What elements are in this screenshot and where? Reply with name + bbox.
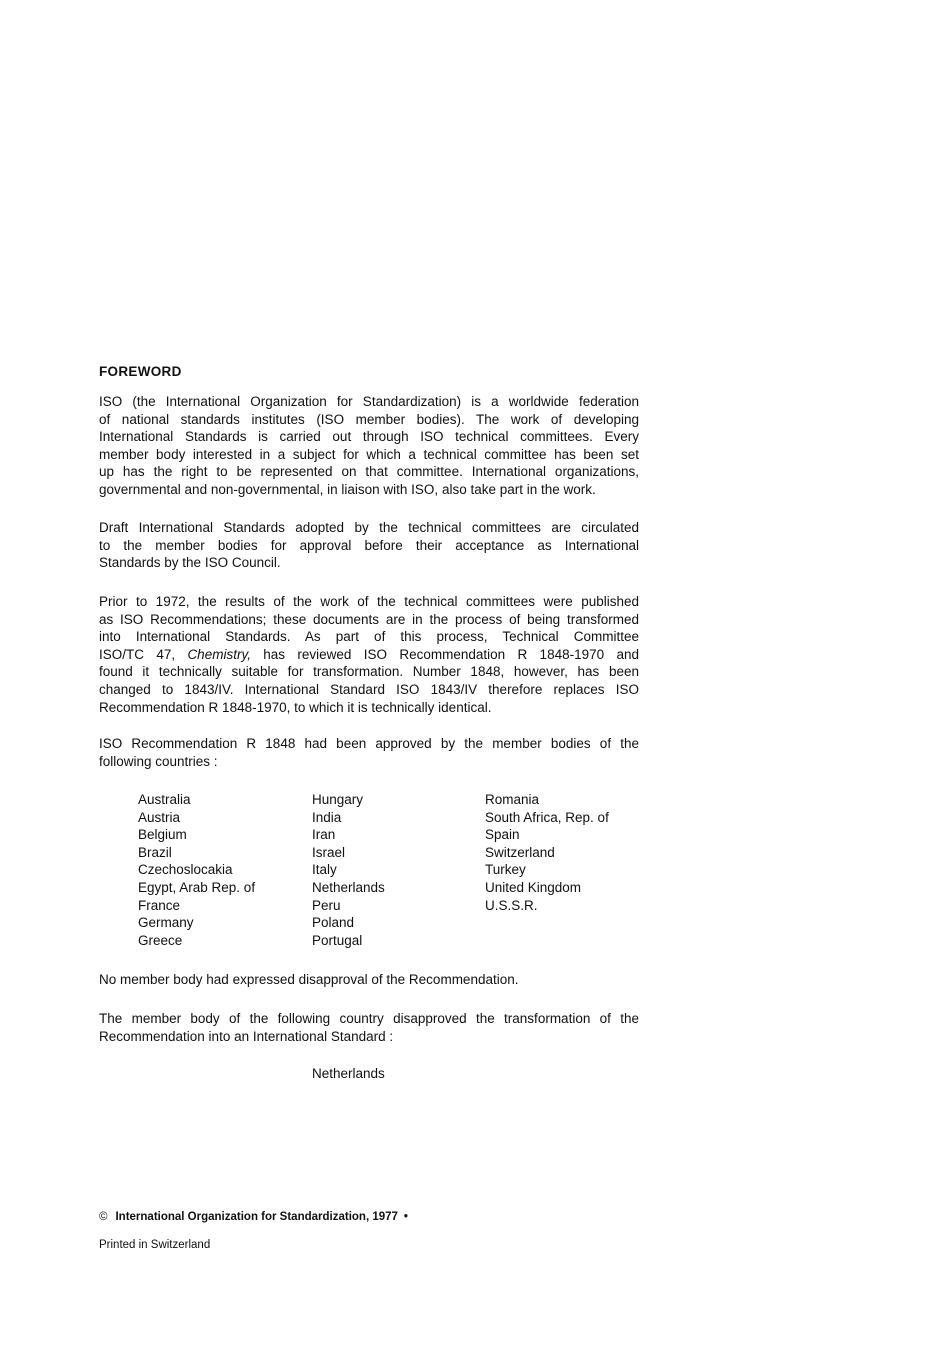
foreword-heading: FOREWORD (99, 364, 182, 379)
text-line: No member body had expressed disapproval of the Recommendation. (99, 972, 519, 987)
text-line (99, 646, 639, 664)
country-item: Hungary (312, 792, 364, 807)
country-item: France (138, 897, 181, 913)
country-item: Germany (138, 915, 194, 931)
text-line: International Standards is carried out through ISO technical committees. Every (99, 429, 639, 445)
text-line: as ISO Recommendations; these documents are in the process of being transformed (99, 611, 639, 627)
country-item: Peru (312, 897, 341, 913)
text-line: member body interested in a subject for which a technical committee has been set (99, 446, 639, 462)
text-line: Draft International Standards adopted by the technical committees are circulated (99, 520, 639, 535)
text-line: ISO Recommendation R 1848 had been approved by the member bodies of the (99, 736, 639, 751)
text-line: Recommendation into an International Standard : (99, 1028, 394, 1044)
country-item: U.S.S.R. (485, 897, 538, 913)
text-fragment: has reviewed ISO Recommendation R 1848-1970 and (250, 646, 639, 662)
disapproving-country: Netherlands (312, 1066, 385, 1081)
country-item: Australia (138, 792, 191, 807)
paragraph-no-disapproval (99, 971, 639, 989)
country-item: Romania (485, 792, 540, 807)
text-line: Standards by the ISO Council. (99, 555, 281, 571)
country-list-column-1 (138, 791, 255, 949)
text-line: of national standards institutes (ISO member bodies). The work of developing (99, 411, 639, 427)
country-list-column-3 (485, 791, 609, 914)
paragraph-approval-intro (99, 735, 639, 770)
country-item: Italy (312, 862, 337, 878)
text-line: governmental and non-governmental, in liaison with ISO, also take part in the work. (99, 481, 596, 497)
country-item: Iran (312, 827, 336, 843)
country-item: Greece (138, 932, 183, 948)
text-line: following countries : (99, 753, 218, 769)
country-item: United Kingdom (485, 879, 582, 895)
country-list-column-2 (312, 791, 385, 949)
country-item: Brazil (138, 844, 172, 860)
country-item: Czechoslocakia (138, 862, 233, 878)
text-line: into International Standards. As part of this process, Technical Committee (99, 629, 639, 645)
country-item: Switzerland (485, 844, 555, 860)
country-item: Egypt, Arab Rep. of (138, 879, 256, 895)
paragraph-draft-standards (99, 519, 639, 572)
country-item: Austria (138, 809, 181, 825)
country-item: Belgium (138, 827, 187, 843)
country-item: Turkey (485, 862, 526, 878)
paragraph-transformation-history (99, 593, 639, 716)
copyright-notice (99, 1211, 408, 1223)
text-line: Recommendation R 1848-1970, to which it is technically identical. (99, 699, 492, 715)
text-line: ISO (the International Organization for Standardization) is a worldwide federation (99, 394, 639, 409)
paragraph-disapproval (99, 1010, 639, 1045)
paragraph-iso-description (99, 393, 639, 499)
text-line: changed to 1843/IV. International Standard ISO 1843/IV therefore replaces ISO (99, 681, 639, 697)
country-item: Poland (312, 915, 355, 931)
printed-in-notice: Printed in Switzerland (99, 1239, 211, 1251)
text-line: found it technically suitable for transformation. Number 1848, however, has been (99, 664, 639, 680)
text-line: up has the right to be represented on that committee. International organizations, (99, 464, 639, 480)
country-item: Portugal (312, 932, 363, 948)
bullet-icon: • (403, 1211, 408, 1223)
text-line: Prior to 1972, the results of the work of the technical committees were published (99, 594, 639, 609)
text-line: to the member bodies for approval before their acceptance as International (99, 537, 639, 553)
country-item: South Africa, Rep. of (485, 809, 609, 825)
country-item: Netherlands (312, 879, 385, 895)
country-item: Spain (485, 827, 520, 843)
text-fragment: ISO/TC 47, (99, 646, 188, 662)
copyright-icon: © (99, 1211, 108, 1223)
committee-title: Chemistry, (187, 646, 251, 662)
text-line: The member body of the following country disapproved the transformation of the (99, 1011, 639, 1026)
copyright-text: International Organization for Standardization, 1977 (115, 1211, 398, 1223)
country-item: India (312, 809, 342, 825)
country-item: Israel (312, 844, 346, 860)
